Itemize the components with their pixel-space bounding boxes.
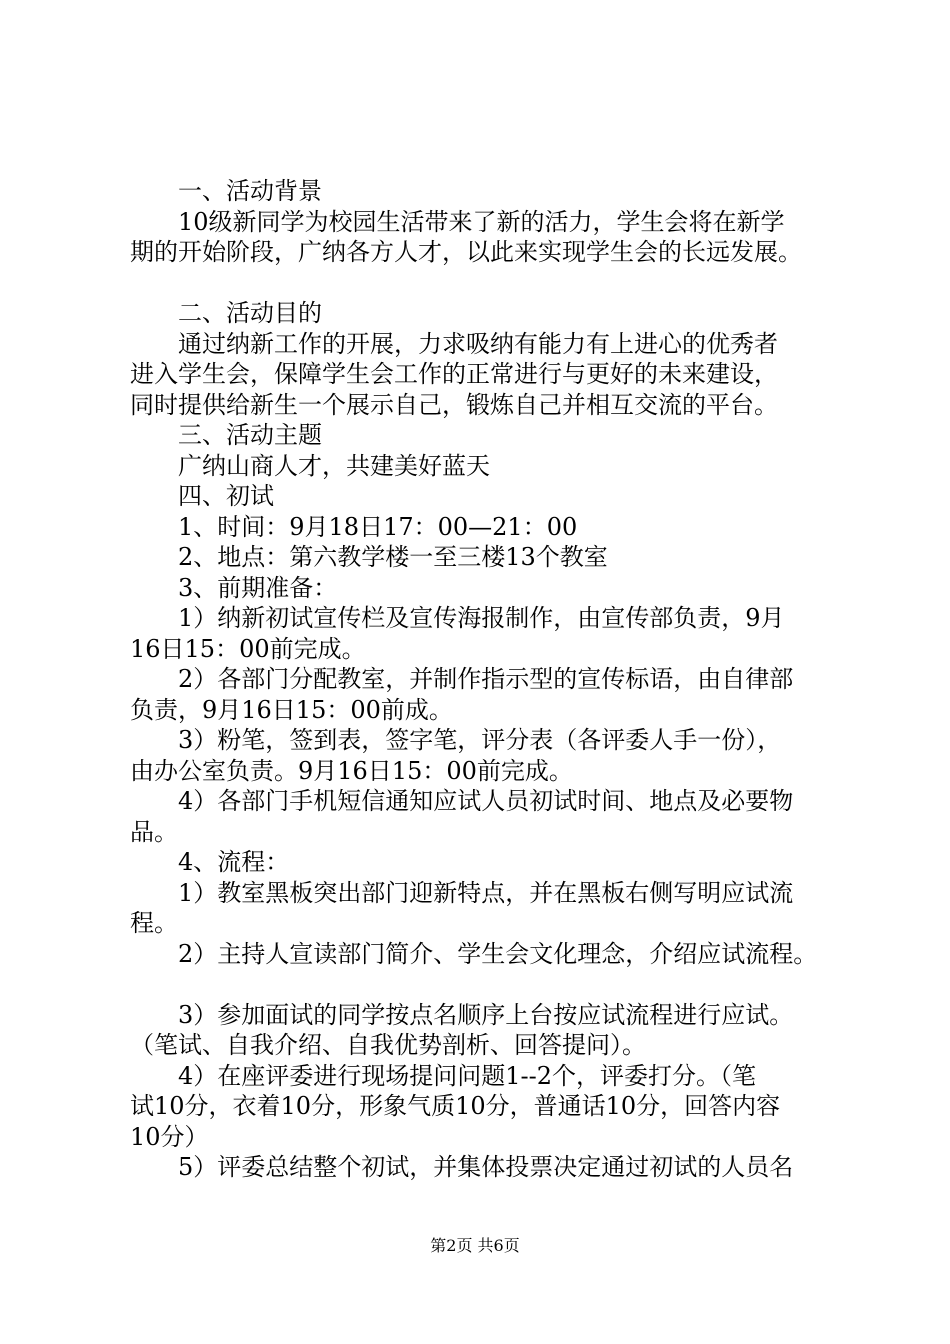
list-item: 1）教室黑板突出部门迎新特点，并在黑板右侧写明应试流 — [178, 878, 794, 907]
paragraph-line: 进入学生会，保障学生会工作的正常进行与更好的未来建设， — [130, 360, 778, 388]
blank-line — [130, 268, 850, 299]
paragraph-line: 广纳山商人才，共建美好蓝天 — [178, 451, 490, 480]
list-item: 3）参加面试的同学按点名顺序上台按应试流程进行应试。 — [178, 1000, 794, 1029]
section-heading: 四、初试 — [178, 482, 274, 510]
list-item: 1、时间：9月18日17：00—21：00 — [178, 512, 578, 541]
list-item: 4、流程： — [178, 848, 290, 876]
section-heading: 三、活动主题 — [178, 421, 322, 449]
paragraph-line: 期的开始阶段，广纳各方人才，以此来实现学生会的长远发展。 — [130, 238, 802, 266]
section-heading: 一、活动背景 — [178, 177, 322, 205]
list-item: 3）粉笔，签到表，签字笔，评分表（各评委人手一份）， — [178, 726, 782, 754]
blank-line — [130, 969, 850, 1000]
list-item: 2、地点：第六教学楼一至三楼13个教室 — [178, 543, 608, 571]
paragraph-line: 同时提供给新生一个展示自己，锻炼自己并相互交流的平台。 — [130, 390, 778, 419]
paragraph-line: 由办公室负责。9月16日15：00前完成。 — [130, 756, 573, 785]
paragraph-line: 程。 — [130, 909, 178, 937]
document-body — [130, 176, 850, 1183]
list-item: 1）纳新初试宣传栏及宣传海报制作，由宣传部负责，9月 — [178, 604, 785, 632]
paragraph-line: 负责，9月16日15：00前成。 — [130, 695, 453, 724]
paragraph-line: 10分） — [130, 1122, 209, 1151]
paragraph-line: （笔试、自我介绍、自我优势剖析、回答提问）。 — [130, 1031, 646, 1059]
list-item: 4）各部门手机短信通知应试人员初试时间、地点及必要物 — [178, 787, 794, 815]
list-item: 5）评委总结整个初试，并集体投票决定通过初试的人员名 — [178, 1153, 794, 1181]
paragraph-line: 通过纳新工作的开展，力求吸纳有能力有上进心的优秀者 — [178, 329, 778, 358]
page-footer: 第2页 共6页 — [430, 1236, 520, 1255]
paragraph-line: 品。 — [130, 817, 178, 846]
list-item: 2）各部门分配教室，并制作指示型的宣传标语，由自律部 — [178, 665, 794, 693]
list-item: 4）在座评委进行现场提问问题1--2个，评委打分。（笔 — [178, 1061, 757, 1090]
paragraph-line: 16日15：00前完成。 — [130, 634, 366, 663]
paragraph-line: 10级新同学为校园生活带来了新的活力，学生会将在新学 — [178, 207, 785, 236]
section-heading: 二、活动目的 — [178, 299, 322, 327]
list-item: 2）主持人宣读部门简介、学生会文化理念，介绍应试流程。 — [178, 939, 818, 968]
paragraph-line: 试10分，衣着10分，形象气质10分，普通话10分，回答内容 — [130, 1092, 781, 1120]
list-item: 3、前期准备： — [178, 573, 338, 602]
